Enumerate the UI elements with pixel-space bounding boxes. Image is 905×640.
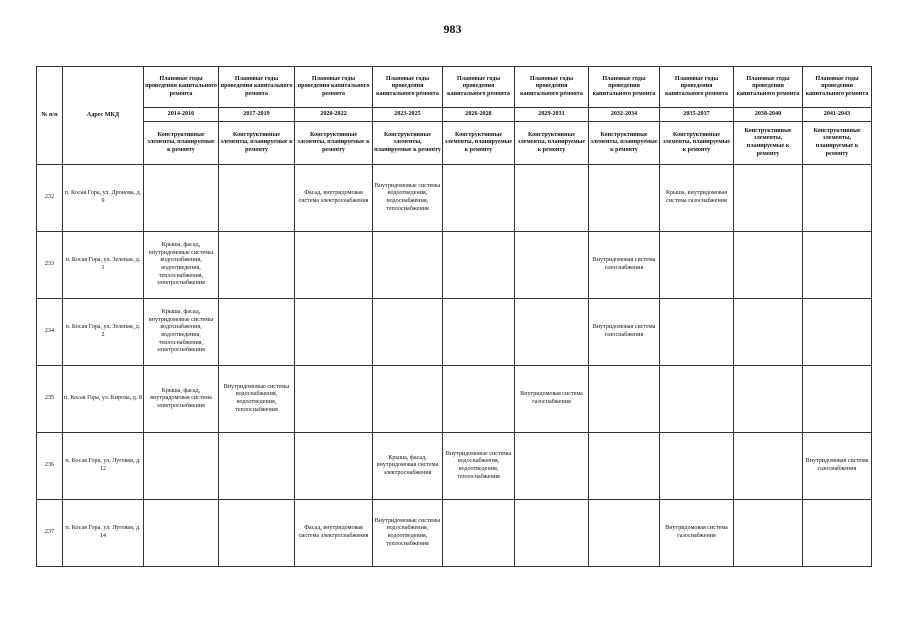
- row-cell: [660, 299, 734, 366]
- row-cell: [515, 500, 589, 567]
- table-row: [37, 232, 872, 299]
- row-cell: [443, 366, 515, 433]
- row-cell: [734, 299, 803, 366]
- header-year-range: 2038-2040: [734, 108, 803, 122]
- row-cell: [219, 299, 295, 366]
- row-cell: [589, 366, 660, 433]
- header-year-range: 2020-2022: [295, 108, 373, 122]
- header-year-range: 2023-2025: [373, 108, 443, 122]
- row-cell: [443, 232, 515, 299]
- header-row-elements: [37, 122, 872, 165]
- row-cell: Внутридомовая система газоснабжения: [589, 299, 660, 366]
- row-cell: [443, 500, 515, 567]
- header-period-title: Плановые годы проведения капитального ремонта: [803, 67, 872, 108]
- row-cell: [219, 433, 295, 500]
- header-elements: Конструктивные элементы, планируемые к ремонту: [660, 122, 734, 165]
- row-address: п. Косая Гора, ул. Зеленая, д. 1: [63, 232, 144, 299]
- row-cell: [734, 366, 803, 433]
- header-period-title: Плановые годы проведения капитального ремонта: [660, 67, 734, 108]
- row-cell: [443, 299, 515, 366]
- header-elements: Конструктивные элементы, планируемые к ремонту: [803, 122, 872, 165]
- row-number: 232: [37, 165, 63, 232]
- row-address: п. Косая Гора, ул. Зеленая, д. 2: [63, 299, 144, 366]
- table-row: [37, 366, 872, 433]
- header-year-range: 2014-2016: [144, 108, 219, 122]
- row-cell: Крыша, фасад, внутридомовая система электроснабжения: [144, 366, 219, 433]
- row-cell: Внутридомовые системы водоотведения, водоснабжения, теплоснабжения: [373, 165, 443, 232]
- row-cell: [295, 366, 373, 433]
- row-cell: [734, 165, 803, 232]
- row-cell: Внутридомовые системы водоснабжения, водоотведения, теплоснабжения: [219, 366, 295, 433]
- row-cell: Крыша, фасад, внутридомовые системы водоснабжения, водоотведения, теплоснабжения, электроснабжения: [144, 232, 219, 299]
- header-period-title: Плановые годы проведения капитального ремонта: [144, 67, 219, 108]
- row-address: п. Косая Гора, ул. Луговая, д. 12: [63, 433, 144, 500]
- row-cell: [295, 232, 373, 299]
- header-period-title: Плановые годы проведения капитального ремонта: [515, 67, 589, 108]
- row-cell: [515, 232, 589, 299]
- header-period-title: Плановые годы проведения капитального ремонта: [589, 67, 660, 108]
- row-cell: [660, 232, 734, 299]
- row-cell: [803, 232, 872, 299]
- header-elements: Конструктивные элементы, планируемые к ремонту: [734, 122, 803, 165]
- row-cell: [373, 366, 443, 433]
- header-num: № п/п: [37, 67, 63, 165]
- header-year-range: 2017-2019: [219, 108, 295, 122]
- header-period-title: Плановые годы проведения капитального ремонта: [373, 67, 443, 108]
- row-cell: [803, 500, 872, 567]
- row-cell: [144, 165, 219, 232]
- row-cell: [589, 500, 660, 567]
- row-address: п. Косая Гора, ул. Луговая, д. 14: [63, 500, 144, 567]
- header-elements: Конструктивные элементы, планируемые к ремонту: [295, 122, 373, 165]
- row-cell: [803, 165, 872, 232]
- row-cell: [734, 433, 803, 500]
- header-year-range: 2041-2043: [803, 108, 872, 122]
- capital-repair-table: [36, 66, 872, 567]
- table-row: [37, 433, 872, 500]
- row-cell: [295, 299, 373, 366]
- header-period-title: Плановые годы проведения капитального ремонта: [734, 67, 803, 108]
- row-cell: Внутридомовая система газоснабжения: [803, 433, 872, 500]
- row-cell: [219, 500, 295, 567]
- row-cell: [589, 165, 660, 232]
- row-cell: [589, 433, 660, 500]
- row-cell: Крыша, фасад, внутридомовые системы водоснабжения, водоотведения, теплоснабжения, электроснабжения: [144, 299, 219, 366]
- header-year-range: 2035-2037: [660, 108, 734, 122]
- header-period-title: Плановые годы проведения капитального ремонта: [443, 67, 515, 108]
- row-cell: [734, 500, 803, 567]
- header-elements: Конструктивные элементы, планируемые к ремонту: [589, 122, 660, 165]
- row-cell: Внутридомовые системы водоснабжения, водоотведения, теплоснабжения: [373, 500, 443, 567]
- row-cell: [295, 433, 373, 500]
- row-number: 234: [37, 299, 63, 366]
- header-year-range: 2032-2034: [589, 108, 660, 122]
- table-row: [37, 500, 872, 567]
- row-address: п. Косая Гора, ул. Дронова, д. 9: [63, 165, 144, 232]
- row-cell: [219, 165, 295, 232]
- header-period-title: Плановые годы проведения капитального ремонта: [295, 67, 373, 108]
- row-cell: [734, 232, 803, 299]
- row-cell: [373, 299, 443, 366]
- row-cell: [515, 165, 589, 232]
- row-cell: [219, 232, 295, 299]
- page-number: 983: [443, 22, 462, 36]
- row-number: 236: [37, 433, 63, 500]
- row-number: 237: [37, 500, 63, 567]
- row-cell: Внутридомовая система газоснабжения: [660, 500, 734, 567]
- header-elements: Конструктивные элементы, планируемые к ремонту: [373, 122, 443, 165]
- row-cell: [443, 165, 515, 232]
- header-elements: Конструктивные элементы, планируемые к ремонту: [515, 122, 589, 165]
- row-cell: Фасад, внутридомовая система электроснабжения: [295, 500, 373, 567]
- row-cell: Крыша, фасад, внутридомовая система электроснабжения: [373, 433, 443, 500]
- row-cell: [515, 299, 589, 366]
- row-number: 233: [37, 232, 63, 299]
- header-year-range: 2026-2028: [443, 108, 515, 122]
- header-row-years: [37, 67, 872, 108]
- table-row: [37, 165, 872, 232]
- header-elements: Конструктивные элементы, планируемые к ремонту: [144, 122, 219, 165]
- row-cell: Крыша, внутридомовая система газоснабжения: [660, 165, 734, 232]
- header-address: Адрес МКД: [63, 67, 144, 165]
- row-number: 235: [37, 366, 63, 433]
- row-cell: [515, 433, 589, 500]
- header-period-title: Плановые годы проведения капитального ремонта: [219, 67, 295, 108]
- header-year-range: 2029-2031: [515, 108, 589, 122]
- row-cell: Внутридомовая система газоснабжения: [589, 232, 660, 299]
- row-cell: [803, 366, 872, 433]
- header-elements: Конструктивные элементы, планируемые к ремонту: [443, 122, 515, 165]
- row-cell: [660, 433, 734, 500]
- row-cell: Внутридомовая система газоснабжения: [515, 366, 589, 433]
- row-cell: [373, 232, 443, 299]
- row-cell: [803, 299, 872, 366]
- row-cell: [144, 500, 219, 567]
- header-elements: Конструктивные элементы, планируемые к ремонту: [219, 122, 295, 165]
- row-cell: Фасад, внутридомовая система электроснабжения: [295, 165, 373, 232]
- row-cell: [660, 366, 734, 433]
- table-row: [37, 299, 872, 366]
- row-cell: [144, 433, 219, 500]
- header-row-ranges: [37, 108, 872, 122]
- row-cell: Внутридомовые системы водоснабжения, водоотведения, теплоснабжения: [443, 433, 515, 500]
- row-address: п. Косая Гора, ул. Кирова, д. 8: [63, 366, 144, 433]
